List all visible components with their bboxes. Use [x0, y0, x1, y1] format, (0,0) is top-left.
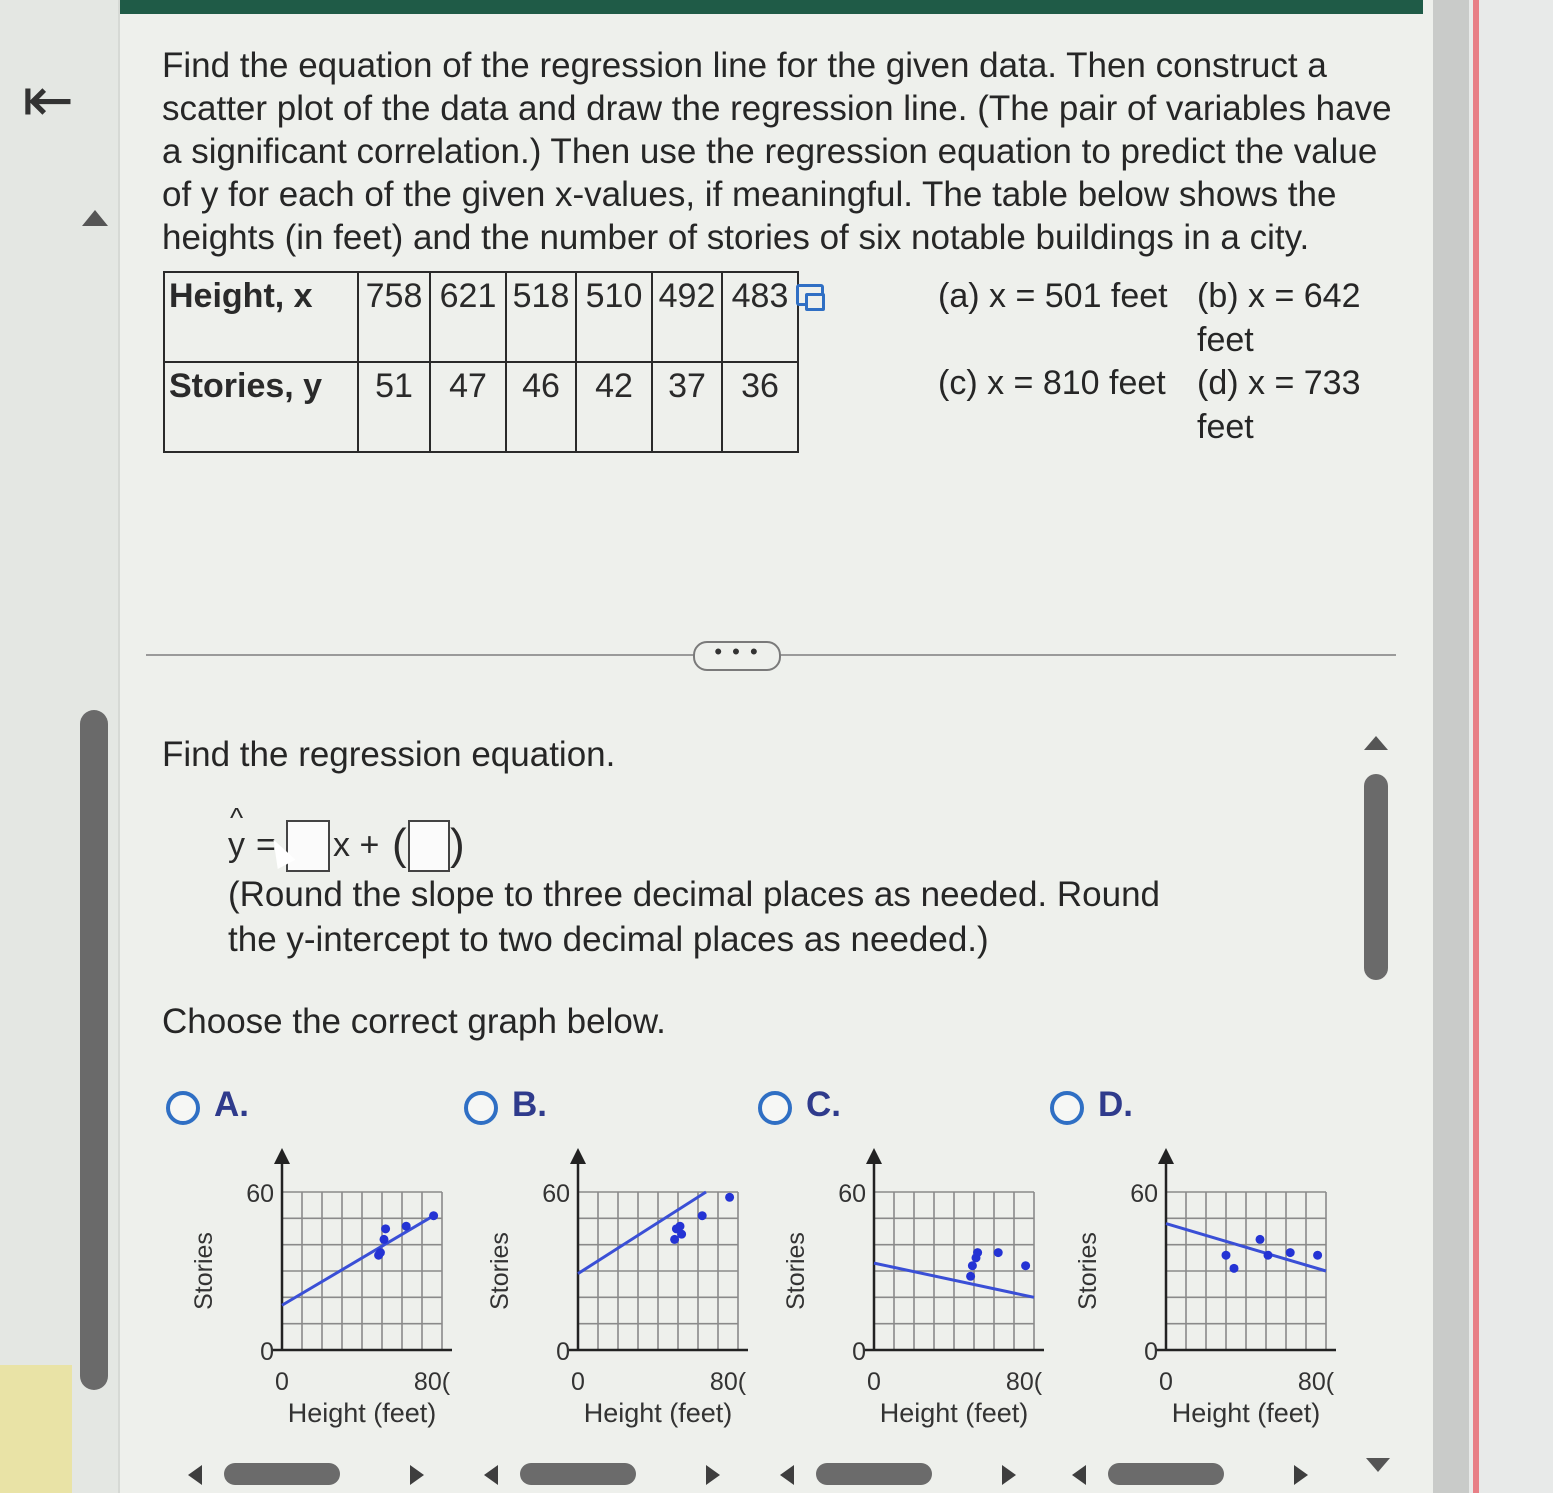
- graph-b-svg: [476, 1140, 776, 1440]
- option-a-label: A.: [214, 1085, 249, 1124]
- y-axis-label: Stories: [190, 1232, 218, 1310]
- table-cell: 621: [430, 272, 506, 362]
- table-cell: 51: [358, 362, 430, 452]
- data-point: [1256, 1235, 1265, 1244]
- y-axis-label: Stories: [782, 1232, 810, 1310]
- scroll-thumb[interactable]: [816, 1463, 932, 1485]
- table-cell: 518: [506, 272, 576, 362]
- option-c-label: C.: [806, 1085, 841, 1124]
- data-point: [725, 1193, 734, 1202]
- right-panel: [1433, 0, 1553, 1493]
- graph-c: [772, 1140, 1072, 1440]
- x-tick-label: 0: [275, 1368, 289, 1396]
- hat-symbol: ^: [230, 802, 244, 833]
- left-panel-highlight: [0, 1365, 72, 1493]
- part-a: (a) x = 501 feet: [938, 277, 1168, 315]
- x-tick-label: 80(: [709, 1368, 747, 1396]
- radio-b[interactable]: [464, 1091, 498, 1125]
- data-point: [968, 1261, 977, 1270]
- part-c: (c) x = 810 feet: [938, 364, 1166, 402]
- x-axis-label: Height (feet): [879, 1398, 1029, 1428]
- scroll-left-icon[interactable]: [780, 1465, 794, 1485]
- copy-icon[interactable]: [796, 284, 824, 306]
- y-tick-label: 60: [1130, 1180, 1158, 1208]
- back-arrow-icon[interactable]: ⇤: [22, 66, 74, 135]
- table-cell: 483: [722, 272, 798, 362]
- scroll-left-icon[interactable]: [188, 1465, 202, 1485]
- data-point: [994, 1248, 1003, 1257]
- right-panel-accent: [1473, 0, 1479, 1493]
- right-scrollbar[interactable]: [1364, 774, 1388, 980]
- scroll-left-icon[interactable]: [1072, 1465, 1086, 1485]
- scroll-right-icon[interactable]: [1002, 1465, 1016, 1485]
- graph-d-svg: [1064, 1140, 1364, 1440]
- scroll-up-arrow-icon[interactable]: [1364, 736, 1388, 750]
- option-b-label: B.: [512, 1085, 547, 1124]
- row-label-height: Height, x: [164, 272, 358, 362]
- x-tick-label: 80(: [1005, 1368, 1043, 1396]
- graph-c-svg: [772, 1140, 1072, 1440]
- option-d-label: D.: [1098, 1085, 1133, 1124]
- data-point: [1264, 1251, 1273, 1260]
- scroll-thumb[interactable]: [224, 1463, 340, 1485]
- y-tick-label: 0: [852, 1338, 866, 1366]
- data-point: [376, 1248, 385, 1257]
- x-tick-label: 0: [571, 1368, 585, 1396]
- scroll-right-icon[interactable]: [410, 1465, 424, 1485]
- data-point: [677, 1230, 686, 1239]
- data-point: [1021, 1261, 1030, 1270]
- scroll-thumb[interactable]: [1108, 1463, 1224, 1485]
- intercept-input[interactable]: [408, 820, 450, 872]
- scroll-right-icon[interactable]: [1294, 1465, 1308, 1485]
- y-tick-label: 0: [1144, 1338, 1158, 1366]
- table-cell: 47: [430, 362, 506, 452]
- graph-a: [180, 1140, 480, 1440]
- radio-c[interactable]: [758, 1091, 792, 1125]
- x-axis-label: Height (feet): [1171, 1398, 1321, 1428]
- y-tick-label: 0: [260, 1338, 274, 1366]
- data-point: [973, 1248, 982, 1257]
- row-label-stories: Stories, y: [164, 362, 358, 452]
- data-point: [1286, 1248, 1295, 1257]
- expand-button[interactable]: • • •: [693, 641, 781, 671]
- table-cell: 36: [722, 362, 798, 452]
- data-point: [429, 1211, 438, 1220]
- equals-sign: =: [256, 826, 276, 864]
- y-tick-label: 0: [556, 1338, 570, 1366]
- x-axis-label: Height (feet): [287, 1398, 437, 1428]
- part-b-line1: (b) x = 642: [1197, 277, 1361, 315]
- table-cell: 510: [576, 272, 652, 362]
- data-point: [1222, 1251, 1231, 1260]
- y-tick-label: 60: [542, 1180, 570, 1208]
- data-point: [402, 1222, 411, 1231]
- x-tick-label: 0: [1159, 1368, 1173, 1396]
- table-cell: 492: [652, 272, 722, 362]
- scroll-up-arrow-icon[interactable]: [82, 210, 108, 226]
- open-paren: (: [392, 820, 407, 869]
- question-graph: Choose the correct graph below.: [162, 1002, 666, 1041]
- graph-b: [476, 1140, 776, 1440]
- x-tick-label: 0: [867, 1368, 881, 1396]
- radio-d[interactable]: [1050, 1091, 1084, 1125]
- scroll-thumb[interactable]: [520, 1463, 636, 1485]
- part-d-line2: feet: [1197, 408, 1254, 446]
- scroll-down-arrow-icon[interactable]: [1366, 1458, 1390, 1472]
- radio-a[interactable]: [166, 1091, 200, 1125]
- x-tick-label: 80(: [1297, 1368, 1335, 1396]
- y-axis-label: Stories: [1074, 1232, 1102, 1310]
- data-point: [381, 1224, 390, 1233]
- question-regression: Find the regression equation.: [162, 735, 616, 774]
- data-point: [676, 1222, 685, 1231]
- x-plus-label: x +: [333, 826, 380, 864]
- top-bar: [120, 0, 1423, 14]
- problem-statement: Find the equation of the regression line for the given data. Then construct a scatter plot of the data and draw the regression line. (The pair of variables have a significant correlation.) Then use the regression equation to predict the value of y for each of the given x-values, if meaningful. The table below shows the heights (in feet) and the number of stories of six notable buildings in a city.: [162, 46, 1392, 257]
- y-axis-arrow-icon: [866, 1148, 882, 1164]
- x-axis-label: Height (feet): [583, 1398, 733, 1428]
- close-paren: ): [450, 820, 465, 869]
- data-point: [1313, 1251, 1322, 1260]
- y-tick-label: 60: [246, 1180, 274, 1208]
- right-panel-shade: [1433, 0, 1469, 1493]
- scroll-left-icon[interactable]: [484, 1465, 498, 1485]
- graph-a-svg: [180, 1140, 480, 1440]
- table-row-stories: [164, 362, 798, 452]
- table-cell: 37: [652, 362, 722, 452]
- part-b-line2: feet: [1197, 321, 1254, 359]
- table-cell: 42: [576, 362, 652, 452]
- left-scrollbar[interactable]: [80, 710, 108, 1390]
- table-row-height: [164, 272, 798, 362]
- y-axis-arrow-icon: [274, 1148, 290, 1164]
- y-axis-label: Stories: [486, 1232, 514, 1310]
- y-tick-label: 60: [838, 1180, 866, 1208]
- data-point: [380, 1235, 389, 1244]
- table-cell: 758: [358, 272, 430, 362]
- y-hat-label: y: [228, 826, 245, 864]
- rounding-note: (Round the slope to three decimal places as needed. Round the y-intercept to two decimal places as needed.): [228, 875, 1160, 959]
- regression-line: [282, 1216, 434, 1306]
- data-point: [698, 1211, 707, 1220]
- data-table: [163, 271, 799, 453]
- y-axis-arrow-icon: [570, 1148, 586, 1164]
- x-tick-label: 80(: [413, 1368, 451, 1396]
- graph-d: [1064, 1140, 1364, 1440]
- table-cell: 46: [506, 362, 576, 452]
- data-point: [1230, 1264, 1239, 1273]
- slope-input[interactable]: [286, 820, 330, 872]
- part-d-line1: (d) x = 733: [1197, 364, 1361, 402]
- data-point: [966, 1272, 975, 1281]
- scroll-right-icon[interactable]: [706, 1465, 720, 1485]
- y-axis-arrow-icon: [1158, 1148, 1174, 1164]
